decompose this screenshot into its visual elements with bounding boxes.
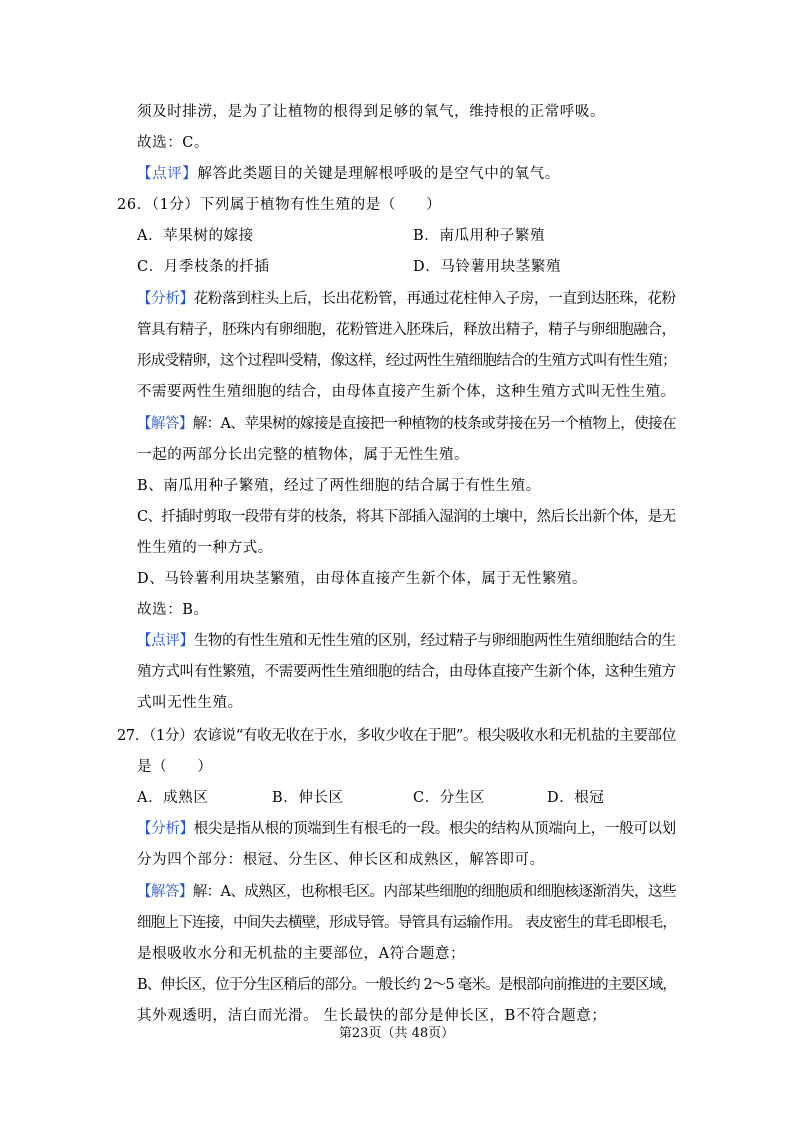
q27-option-d: D．根冠 — [547, 790, 605, 806]
comment-text: 生物的有性生殖和无性生殖的区别，经过精子与卵细胞两性生殖细胞结合的生 — [193, 633, 676, 649]
analysis-line: 形成受精卵，这个过程叫受精，像这样，经过两性生殖细胞结合的生殖方式叫有性生殖； — [137, 353, 676, 369]
answer-line — [137, 882, 676, 902]
answer-line: 性生殖的一种方式。 — [137, 540, 273, 556]
answer-line: 一起的两部分长出完整的植物体，属于无性生殖。 — [137, 447, 470, 463]
comment-line: 式叫无性生殖。 — [137, 695, 243, 711]
q26-option-a: A．苹果树的嫁接 — [137, 228, 254, 244]
answer-line — [137, 414, 676, 434]
analysis-text: 根尖是指从根的顶端到生有根毛的一段。根尖的结构从顶端向上，一般可以划 — [193, 821, 676, 837]
q27-option-b: B．伸长区 — [272, 790, 344, 806]
q26-option-b: B．南瓜用种子繁殖 — [413, 228, 546, 244]
choice-line: 故选：B。 — [137, 602, 209, 618]
answer-line: 其外观透明，洁白而光滑。 生长最快的部分是伸长区，B不符合题意； — [137, 1008, 607, 1024]
q26-option-c: C．月季枝条的扦插 — [137, 259, 270, 275]
question-26-stem: 26．（1分）下列属于植物有性生殖的是（ ） — [117, 197, 442, 213]
answer-tag: 【解答】 — [137, 416, 193, 432]
answer-line: 是根吸收水分和无机盐的主要部位，A符合题意； — [137, 946, 466, 962]
q27-option-a: A．成熟区 — [137, 790, 209, 806]
analysis-tag: 【分析】 — [137, 291, 194, 307]
answer-line: D、马铃薯利用块茎繁殖，由母体直接产生新个体，属于无性繁殖。 — [137, 571, 588, 587]
answer-line: 细胞上下连接，中间失去横壁，形成导管。导管具有运输作用。 表皮密生的茸毛即根毛， — [137, 915, 677, 931]
analysis-tag: 【分析】 — [137, 821, 194, 837]
comment-line — [137, 164, 560, 184]
comment-line: 殖方式叫有性繁殖，不需要两性生殖细胞的结合，由母体直接产生新个体，这种生殖方 — [137, 664, 676, 680]
answer-text: 解：A、苹果树的嫁接是直接把一种植物的枝条或芽接在另一个植物上，使接在 — [192, 416, 676, 432]
page-footer: 第23页（共 48页） — [338, 1026, 455, 1041]
analysis-line — [137, 289, 676, 309]
comment-text: 解答此类题目的关键是理解根呼吸的是空气中的氧气。 — [197, 166, 560, 182]
comment-tag: 【点评】 — [137, 633, 194, 649]
comment-line — [137, 631, 676, 651]
answer-tag: 【解答】 — [137, 884, 193, 900]
answer-line: B、南瓜用种子繁殖，经过了两性细胞的结合属于有性生殖。 — [137, 478, 541, 494]
comment-tag: 【点评】 — [137, 166, 198, 182]
q27-option-c: C．分生区 — [413, 790, 486, 806]
q26-option-d: D．马铃薯用块茎繁殖 — [413, 259, 562, 275]
question-27-stem: 是（ ） — [137, 759, 213, 775]
analysis-line: 管具有精子，胚珠内有卵细胞，花粉管进入胚珠后，释放出精子，精子与卵细胞融合， — [137, 322, 676, 338]
analysis-line: 分为四个部分：根冠、分生区、伸长区和成熟区，解答即可。 — [137, 852, 545, 868]
question-27-stem: 27．（1分）农谚说“有收无收在于水，多收少收在于肥”。根尖吸收水和无机盐的主要部位 — [117, 728, 676, 744]
answer-line: C、扦插时剪取一段带有芽的枝条，将其下部插入湿润的土壤中，然后长出新个体，是无 — [137, 509, 676, 525]
answer-line: B、伸长区，位于分生区稍后的部分。一般长约 2～5 毫米。是根部向前推进的主要区域， — [137, 977, 677, 993]
analysis-line — [137, 819, 676, 839]
answer-text: 解：A、成熟区，也称根毛区。内部某些细胞的细胞质和细胞核逐渐消失，这些 — [192, 884, 676, 900]
text-line: 故选：C。 — [137, 135, 210, 151]
analysis-line: 不需要两性生殖细胞的结合，由母体直接产生新个体，这种生殖方式叫无性生殖。 — [137, 384, 676, 400]
analysis-text: 花粉落到柱头上后，长出花粉管，再通过花柱伸入子房，一直到达胚珠，花粉 — [193, 291, 676, 307]
text-line: 须及时排涝，是为了让植物的根得到足够的氧气，维持根的正常呼吸。 — [137, 104, 606, 120]
